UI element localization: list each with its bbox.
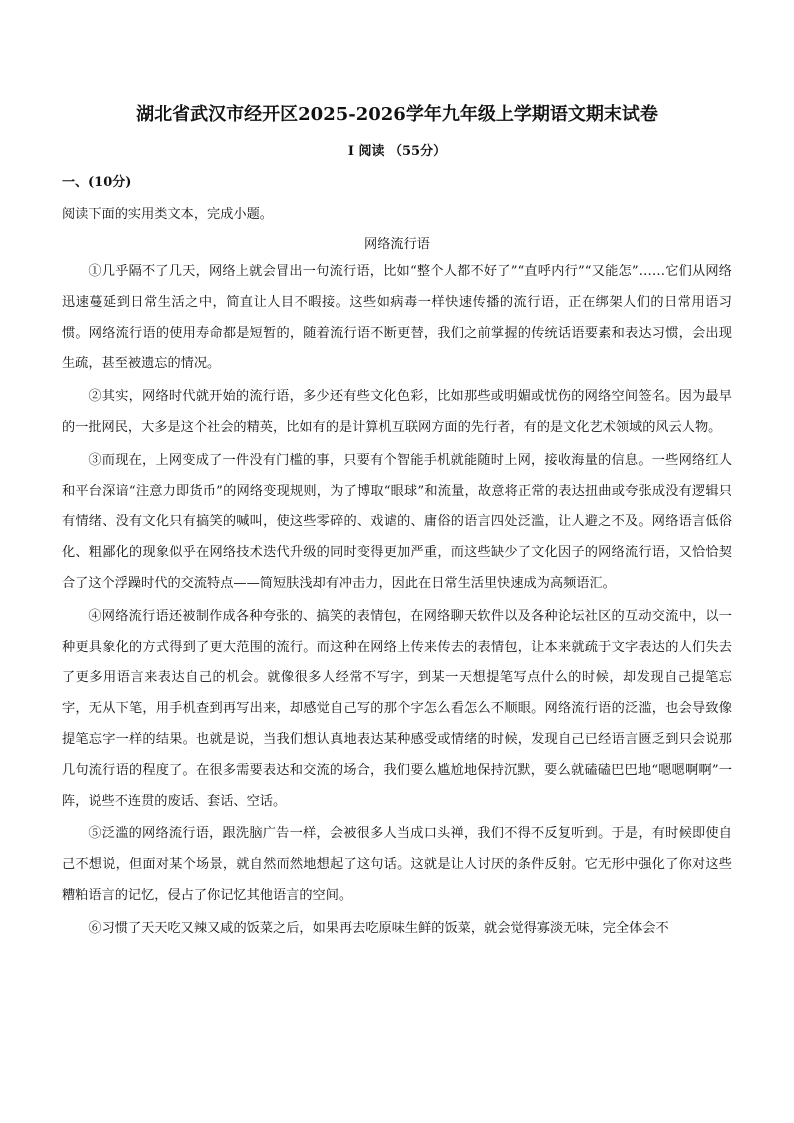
paragraph-1: ①几乎隔不了几天，网络上就会冒出一句流行语，比如“整个人都不好了”“直呼内行”“又能怎”……它们从网络迅速蔓延到日常生活之中，简直让人目不暇接。这些如病毒一样快速传播的流行语，正在绑架人们的日常用语习惯。网络流行语的使用寿命都是短暂的，随着流行语不断更替，我们之前掌握的传统话语要素和表达习惯，会出现生疏，甚至被遗忘的情况。 (62, 264, 732, 372)
article-title: 网络流行语 (364, 237, 430, 252)
paragraph-6: ⑥习惯了天天吃又辣又咸的饭菜之后，如果再去吃原味生鲜的饭菜，就会觉得寡淡无味，完全体会不 (88, 920, 669, 936)
exam-title: 湖北省武汉市经开区2025-2026学年九年级上学期语文期末试卷 (136, 104, 658, 125)
paragraph-3: ③而现在，上网变成了一件没有门槛的事，只要有个智能手机就能随时上网，接收海量的信息。一些网络红人和平台深谙“注意力即货币”的网络变现规则，为了博取“眼球”和流量，故意将正常的表达扭曲或夸张成没有逻辑只有情绪、没有文化只有搞笑的喊叫，使这些零碎的、戏谑的、庸俗的语言四处泛滥，让人避之不及。网络语言低俗化、粗鄙化的现象似乎在网络技术迭代升级的同时变得更加严重，而这些缺少了文化因子的网络流行语，又恰恰契合了这个浮躁时代的交流特点——简短肤浅却有冲击力，因此在日常生活里快速成为高频语汇。 (62, 452, 732, 591)
paragraph-4: ④网络流行语还被制作成各种夸张的、搞笑的表情包，在网络聊天软件以及各种论坛社区的互动交流中，以一种更具象化的方式得到了更大范围的流行。而这种在网络上传来传去的表情包，让本来就疏于文字表达的人们失去了更多用语言来表达自己的机会。就像很多人经常不写字，到某一天想提笔写点什么的时候，却发现自己提笔忘字，无从下笔，用手机查到再写出来，却感觉自己写的那个字怎么看怎么不顺眼。网络流行语的泛滥，也会导致像提笔忘字一样的结果。也就是说，当我们想认真地表达某种感受或情绪的时候，发现自己已经语言匮乏到只会说那几句流行语的程度了。在很多需要表达和交流的场合，我们要么尴尬地保持沉默，要么就磕磕巴巴地“嗯嗯啊啊”一阵，说些不连贯的废话、套话、空话。 (62, 608, 732, 809)
paragraph-5: ⑤泛滥的网络流行语，跟洗脑广告一样，会被很多人当成口头禅，我们不得不反复听到。于是，有时候即使自己不想说，但面对某个场景，就自然而然地想起了这句话。这就是让人讨厌的条件反射。它无形中强化了你对这些糟粕语言的记忆，侵占了你记忆其他语言的空间。 (62, 826, 732, 903)
exam-page (62, 100, 732, 945)
paragraph-2: ②其实，网络时代就开始的流行语，多少还有些文化色彩，比如那些或明媚或忧伤的网络空间签名。因为最早的一批网民，大多是这个社会的精英，比如有的是计算机互联网方面的先行者，有的是文化艺术领域的风云人物。 (62, 389, 732, 435)
part-heading: 一、(10分) (62, 175, 132, 190)
reading-instruction: 阅读下面的实用类文本，完成小题。 (62, 207, 273, 222)
article-body (62, 257, 732, 945)
section-heading: I 阅读 （55分） (347, 144, 447, 159)
